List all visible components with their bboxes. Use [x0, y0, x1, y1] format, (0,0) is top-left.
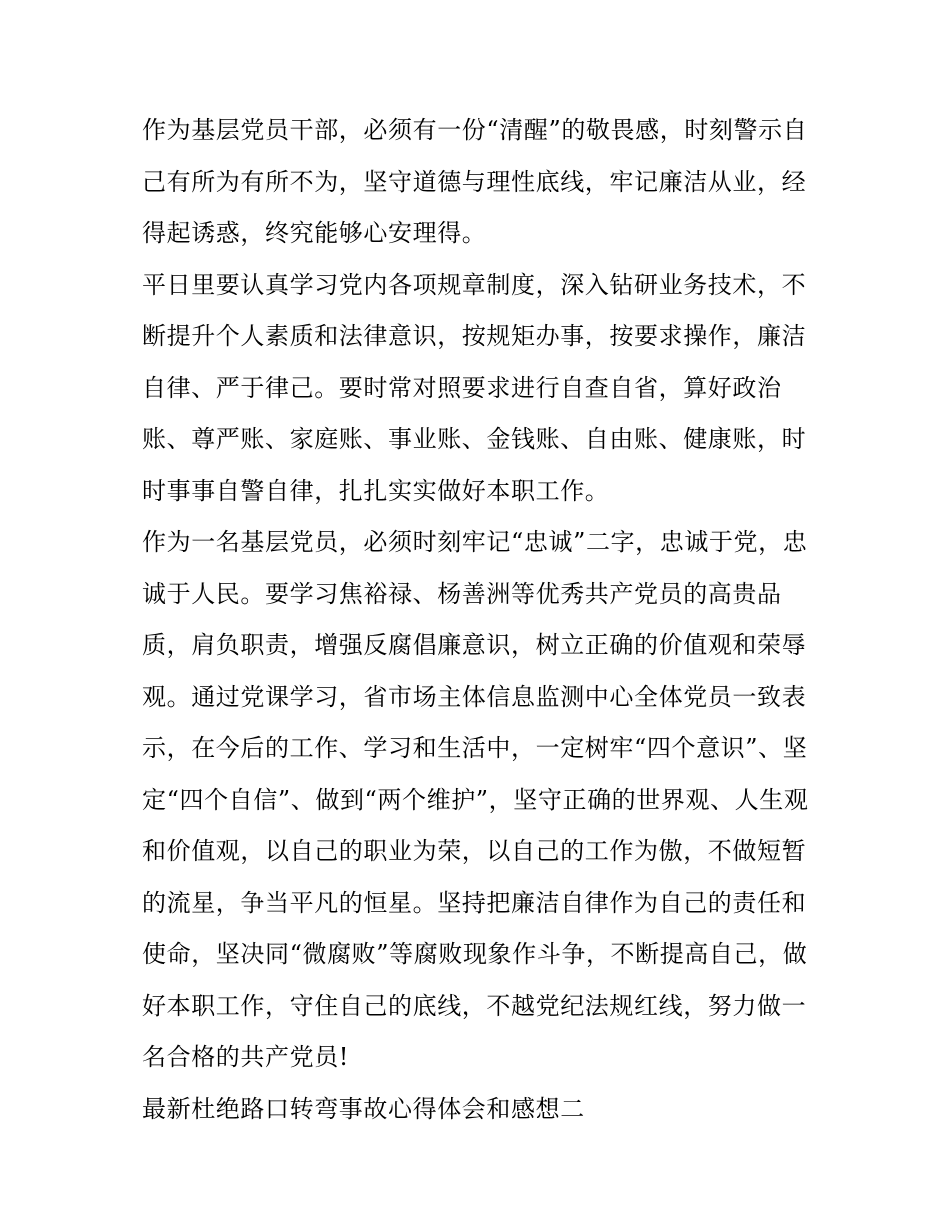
text-line: 观。通过党课学习，省市场主体信息监测中心全体党员一致表	[142, 682, 807, 711]
text-line: 时事事自警自律，扎扎实实做好本职工作。	[142, 476, 610, 505]
paragraph	[142, 522, 818, 1089]
text-line: 示，在今后的工作、学习和生活中，一定树牢“四个意识”、坚	[142, 734, 808, 762]
text-line: 和价值观，以自己的职业为荣，以自己的工作为傲，不做短暂	[142, 837, 807, 865]
text-line: 诚于人民。要学习焦裕禄、杨善洲等优秀共产党员的高贵品	[142, 579, 782, 608]
text-line: 名合格的共产党员!	[142, 1043, 350, 1071]
text-line: 己有所为有所不为，坚守道德与理性底线，牢记廉洁从业，经	[142, 167, 807, 196]
heading-line: 最新杜绝路口转弯事故心得体会和感想二	[142, 1094, 585, 1123]
text-line: 使命，坚决同“微腐败”等腐败现象作斗争，不断提高自己，做	[142, 940, 808, 968]
paragraph	[142, 265, 818, 523]
text-line: 账、尊严账、家庭账、事业账、金钱账、自由账、健康账，时	[142, 425, 807, 453]
text-line: 平日里要认真学习党内各项规章制度，深入钻研业务技术，不	[142, 270, 807, 299]
text-line: 定“四个自信”、做到“两个维护”，坚守正确的世界观、人生观	[142, 785, 809, 814]
document-page	[142, 110, 818, 1140]
text-line: 自律、严于律己。要时常对照要求进行自查自省，算好政治	[142, 373, 782, 402]
text-line: 得起诱惑，终究能够心安理得。	[142, 219, 487, 247]
text-line: 好本职工作，守住自己的底线，不越党纪法规红线，努力做一	[142, 991, 807, 1020]
text-line: 作为一名基层党员，必须时刻牢记“忠诚”二字，忠诚于党，忠	[142, 528, 808, 556]
text-line: 断提升个人素质和法律意识，按规矩办事，按要求操作，廉洁	[142, 322, 807, 350]
text-line: 质，肩负职责，增强反腐倡廉意识，树立正确的价值观和荣辱	[142, 631, 807, 659]
text-line: 作为基层党员干部，必须有一份“清醒”的敬畏感，时刻警示自	[142, 116, 808, 144]
section-heading	[142, 1089, 818, 1141]
text-line: 的流星，争当平凡的恒星。坚持把廉洁自律作为自己的责任和	[142, 888, 807, 917]
paragraph	[142, 110, 818, 265]
